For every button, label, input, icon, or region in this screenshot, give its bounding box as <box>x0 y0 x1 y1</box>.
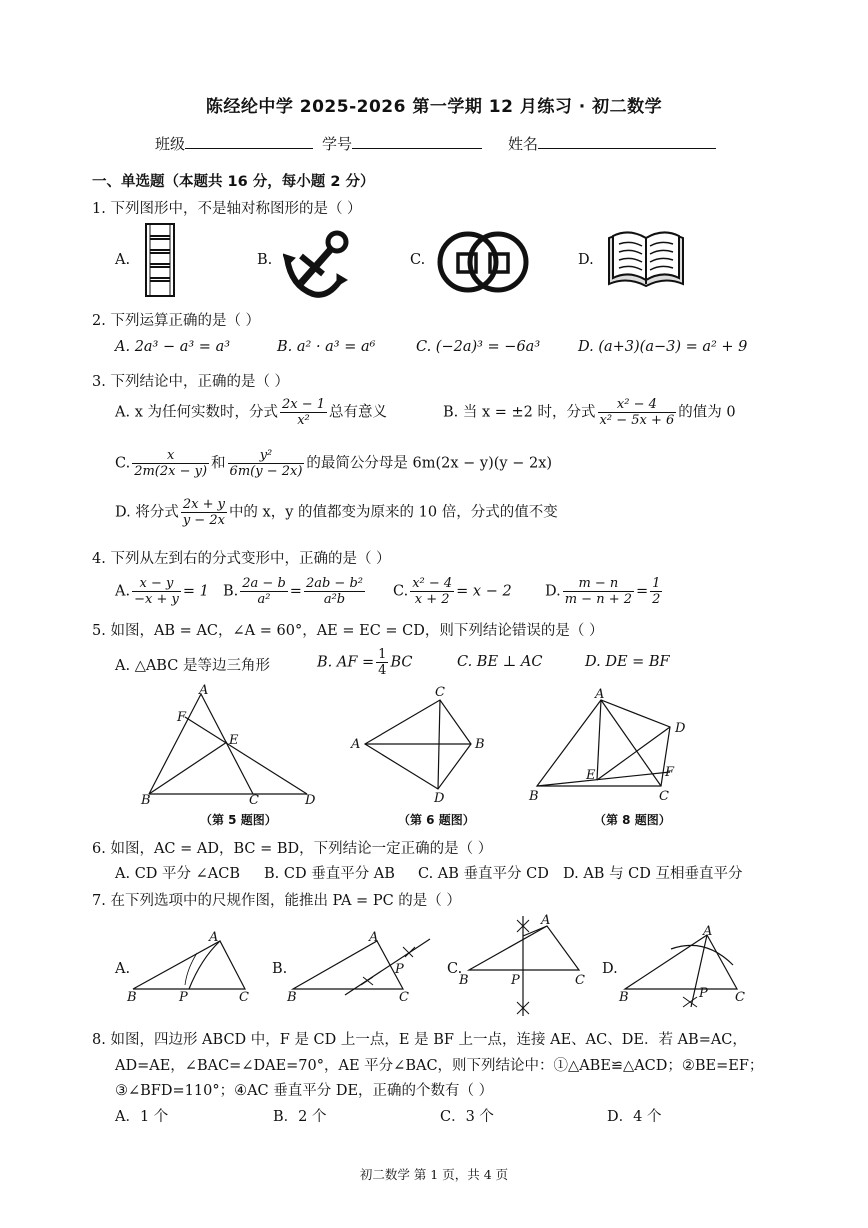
q3-d-fraction <box>181 497 227 528</box>
q4-b-equals: = <box>289 583 302 600</box>
fig5-label-a: A <box>199 684 209 698</box>
q4-b-fraction-1 <box>240 576 288 607</box>
student-id-field <box>322 133 482 154</box>
q4-d-fraction-2 <box>650 576 662 607</box>
q4-option-b[interactable] <box>223 576 367 607</box>
q7-option-c[interactable]: C. <box>447 961 463 977</box>
class-field <box>155 133 313 154</box>
q7a-label-p: P <box>179 990 188 1005</box>
q4-a-suffix: = 1 <box>182 583 209 600</box>
fig8-label-f: F <box>665 765 675 780</box>
q3-c-numerator-1: x <box>132 448 209 464</box>
q7-figure-d <box>615 925 755 1015</box>
q3-c-denominator-2: 6m(y − 2x) <box>229 464 303 479</box>
q4-c-label: C. <box>393 583 409 600</box>
q4-b-label: B. <box>223 583 239 600</box>
section-title: 一、单选题（本题共 16 分，每小题 2 分） <box>92 174 375 190</box>
q7-stem: 7. 在下列选项中的尺规作图，能推出 PA = PC 的是（ ） <box>92 893 461 909</box>
q6-option-a[interactable]: A. CD 平分 ∠ACB <box>115 866 240 882</box>
q5-option-a[interactable]: A. △ABC 是等边三角形 <box>115 658 270 674</box>
q3-c-suffix: 的最简公分母是 6m(2x − y)(y − 2x) <box>306 455 553 472</box>
fig5-label-d: D <box>305 793 316 808</box>
q4-option-d[interactable] <box>545 576 664 607</box>
q6-option-b[interactable]: B. CD 垂直平分 AB <box>264 866 395 882</box>
q3-a-suffix: 总有意义 <box>329 404 388 421</box>
q4-c-fraction <box>410 576 454 607</box>
q5-b-text: B. AF = <box>317 654 375 671</box>
q7c-label-p: P <box>511 973 520 988</box>
fig5-label-e: E <box>229 733 239 748</box>
fig5-label-b: B <box>141 793 151 808</box>
q8-option-d[interactable]: D．4 个 <box>607 1109 662 1125</box>
page-footer: 初二数学 第 1 页，共 4 页 <box>359 1167 509 1182</box>
fig6-label-c: C <box>435 685 445 700</box>
q7b-label-p: P <box>395 962 404 977</box>
q3-c-label: C. <box>115 455 131 472</box>
q7c-label-a: A <box>541 913 551 928</box>
q4-d-numerator-2: 1 <box>652 576 661 591</box>
q3-c-numerator-2: y² <box>228 448 305 464</box>
q1-option-b[interactable]: B. <box>257 252 273 268</box>
q5-option-b[interactable] <box>317 647 412 678</box>
q7b-label-c: C <box>399 990 409 1005</box>
q5-b-suffix: BC <box>390 654 413 671</box>
q4-d-denominator-2: 2 <box>652 592 661 607</box>
class-blank[interactable] <box>185 134 313 149</box>
q7d-label-a: A <box>703 925 713 939</box>
q4-a-label: A. <box>115 583 131 600</box>
figure-8 <box>525 684 700 809</box>
q8-option-a[interactable]: A．1 个 <box>115 1109 169 1125</box>
q2-option-b[interactable]: B. a² · a³ = a⁶ <box>277 339 376 355</box>
name-blank[interactable] <box>538 134 716 149</box>
q3-a-denominator: x² <box>297 413 310 428</box>
fig5-label-f: F <box>177 710 187 725</box>
q5-stem: 5. 如图，AB = AC，∠A = 60°，AE = EC = CD，则下列结论错误的是（ ） <box>92 623 604 639</box>
q4-d-denominator-1: m − n + 2 <box>564 592 633 607</box>
figure-8-caption: （第 8 题图） <box>594 813 671 827</box>
fig8-label-b: B <box>529 789 539 804</box>
q7-option-b[interactable]: B. <box>272 961 288 977</box>
q3-d-numerator: 2x + y <box>182 497 225 512</box>
q4-a-denominator: −x + y <box>134 592 179 607</box>
q7d-label-c: C <box>735 990 745 1005</box>
q8-stem-line-2: AD=AE，∠BAC=∠DAE=70°，AE 平分∠BAC，则下列结论中：①△ABE≌△ACD；②BE=EF； <box>115 1058 764 1074</box>
open-book-icon <box>605 228 687 292</box>
q3-c-fraction-1 <box>132 448 209 479</box>
q3-a-numerator: 2x − 1 <box>281 397 326 412</box>
q3-c-and: 和 <box>211 455 226 472</box>
q7-option-a[interactable]: A. <box>115 961 131 977</box>
q3-option-a[interactable] <box>115 397 387 428</box>
q7b-label-a: A <box>369 930 379 945</box>
q7c-label-b: B <box>459 973 469 988</box>
q4-d-equals: = <box>636 583 649 600</box>
q3-a-fraction <box>280 397 327 428</box>
q4-a-fraction <box>132 576 181 607</box>
q4-b-denominator-2: a²b <box>323 592 346 607</box>
q4-d-label: D. <box>545 583 561 600</box>
figure-5 <box>135 684 325 809</box>
q4-c-numerator: x² − 4 <box>412 576 453 591</box>
q1-option-c[interactable]: C. <box>410 252 426 268</box>
q4-option-c[interactable] <box>393 576 512 607</box>
q3-b-text: B. 当 x = ±2 时，分式 <box>443 404 596 421</box>
q7-option-d[interactable]: D. <box>602 961 618 977</box>
q3-b-fraction <box>598 397 677 428</box>
student-id-label: 学号 <box>322 135 353 153</box>
fig8-label-c: C <box>659 789 669 804</box>
q6-option-c[interactable]: C. AB 垂直平分 CD <box>418 866 549 882</box>
q2-option-c[interactable]: C. (−2a)³ = −6a³ <box>416 339 541 355</box>
q6-option-d[interactable]: D. AB 与 CD 互相垂直平分 <box>563 866 743 882</box>
q3-c-fraction-2 <box>228 448 305 479</box>
q4-a-numerator: x − y <box>132 576 181 592</box>
q3-c-denominator-1: 2m(2x − y) <box>134 464 208 479</box>
q7-figure-b <box>285 925 435 1007</box>
q3-d-suffix: 中的 x，y 的值都变为原来的 10 倍，分式的值不变 <box>228 504 558 521</box>
q2-stem: 2. 下列运算正确的是（ ） <box>92 313 261 329</box>
name-field <box>508 133 716 154</box>
fig6-label-a: A <box>351 737 361 752</box>
q7-figure-a <box>125 925 255 1007</box>
q7b-label-b: B <box>287 990 297 1005</box>
q4-stem: 4. 下列从左到右的分式变形中，正确的是（ ） <box>92 551 391 567</box>
ladder-icon <box>144 222 176 298</box>
q8-option-b[interactable]: B．2 个 <box>273 1109 327 1125</box>
q6-stem: 6. 如图，AC = AD，BC = BD，下列结论一定正确的是（ ） <box>92 841 493 857</box>
q8-stem-line-3: ③∠BFD=110°；④AC 垂直平分 DE，正确的个数有（ ） <box>115 1083 494 1099</box>
q3-option-d[interactable] <box>115 497 558 528</box>
q4-c-denominator: x + 2 <box>414 592 450 607</box>
q5-option-d[interactable]: D. DE = BF <box>585 654 670 670</box>
fig6-label-b: B <box>475 737 485 752</box>
q4-option-a[interactable] <box>115 576 209 607</box>
q3-option-c[interactable] <box>115 448 552 479</box>
q8-stem-line-1: 8. 如图，四边形 ABCD 中，F 是 CD 上一点，E 是 BF 上一点，连接 AE、AC、DE．若 AB=AC， <box>92 1032 747 1048</box>
class-label: 班级 <box>155 135 186 153</box>
q3-b-suffix: 的值为 0 <box>678 404 736 421</box>
page-title: 陈经纶中学 2025-2026 第一学期 12 月练习 · 初二数学 <box>205 97 663 117</box>
q4-b-numerator-1: 2a − b <box>242 576 286 591</box>
figure-5-caption: （第 5 题图） <box>200 813 277 827</box>
q3-option-b[interactable] <box>443 397 736 428</box>
q7a-label-b: B <box>127 990 137 1005</box>
anchor-icon <box>283 228 355 298</box>
q5-b-fraction <box>376 647 388 678</box>
q4-b-denominator-1: a² <box>257 592 271 607</box>
q1-option-a[interactable]: A. <box>115 252 131 268</box>
q5-b-numerator: 1 <box>378 647 387 662</box>
q2-option-d[interactable]: D. (a+3)(a−3) = a² + 9 <box>578 339 748 355</box>
q3-b-numerator: x² − 4 <box>598 397 677 413</box>
q3-a-text: A. x 为任何实数时，分式 <box>115 404 278 421</box>
fig8-label-a: A <box>595 687 605 702</box>
q3-d-text: D. 将分式 <box>115 504 179 521</box>
q5-b-denominator: 4 <box>378 663 387 678</box>
q7-figure-c <box>455 910 595 1020</box>
q4-d-fraction-1 <box>563 576 634 607</box>
q7c-label-c: C <box>575 973 585 988</box>
q1-option-d[interactable]: D. <box>578 252 594 268</box>
q4-b-fraction-2 <box>304 576 365 607</box>
q8-option-c[interactable]: C．3 个 <box>440 1109 494 1125</box>
fig8-label-d: D <box>675 721 686 736</box>
q7a-label-a: A <box>209 930 219 945</box>
q5-option-c[interactable]: C. BE ⊥ AC <box>457 654 543 670</box>
q7d-label-b: B <box>619 990 629 1005</box>
q4-d-numerator-1: m − n <box>563 576 634 592</box>
student-id-blank[interactable] <box>352 134 482 149</box>
q3-b-denominator: x² − 5x + 6 <box>599 413 675 428</box>
figure-6 <box>345 684 495 809</box>
coins-icon <box>436 230 530 294</box>
q3-stem: 3. 下列结论中，正确的是（ ） <box>92 374 290 390</box>
q3-d-denominator: y − 2x <box>182 513 225 528</box>
fig6-label-d: D <box>434 791 445 806</box>
fig5-label-c: C <box>249 793 259 808</box>
q7a-label-c: C <box>239 990 249 1005</box>
name-label: 姓名 <box>508 135 539 153</box>
q4-c-suffix: = x − 2 <box>456 583 512 600</box>
q7d-label-p: P <box>699 986 708 1001</box>
q1-stem: 1. 下列图形中，不是轴对称图形的是（ ） <box>92 201 362 217</box>
fig8-label-e: E <box>586 768 596 783</box>
q4-b-numerator-2: 2ab − b² <box>305 576 363 591</box>
figure-6-caption: （第 6 题图） <box>398 813 475 827</box>
q2-option-a[interactable]: A. 2a³ − a³ = a³ <box>115 339 231 355</box>
